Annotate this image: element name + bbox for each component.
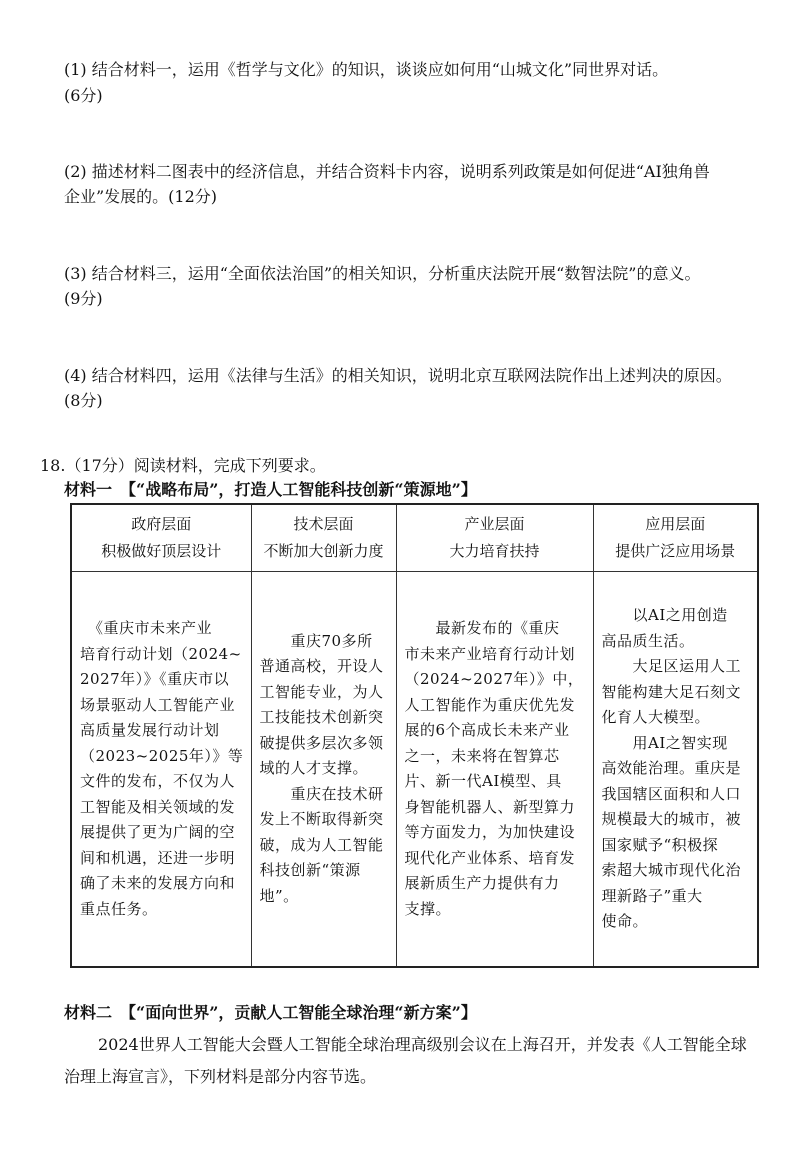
- question-score: 企业”发展的。(12分): [64, 187, 218, 206]
- cell-line: 《重庆市未来产业: [80, 619, 213, 637]
- cell-line: 智能构建大足石刻文: [601, 682, 742, 701]
- cell-line: 索超大城市现代化治: [601, 861, 742, 880]
- cell-line: 化育人大模型。: [601, 708, 711, 727]
- cell-line: 破，成为人工智能: [259, 835, 384, 854]
- cell-line: 地”。: [259, 886, 299, 905]
- header-level: 应用层面: [645, 515, 706, 533]
- cell-line: 发上不断取得新突: [259, 810, 384, 829]
- question-18-stem: 18.（17分）阅读材料，完成下列要求。: [40, 456, 326, 475]
- cell-line: 普通高校，开设人: [259, 657, 384, 676]
- cell-line: 人工智能作为重庆优先发: [404, 695, 576, 714]
- question-text: (3) 结合材料三，运用“全面依法治国”的相关知识，分析重庆法院开展“数智法院”的意义。: [64, 264, 701, 283]
- cell-line: 大足区运用人工: [601, 657, 742, 676]
- cell-line: 工技能技术创新突: [259, 708, 384, 727]
- cell-line: 高品质生活。: [601, 631, 695, 650]
- cell-line: 间和机遇，还进一步明: [80, 848, 236, 867]
- cell-line: 现代化产业体系、培育发: [404, 848, 576, 867]
- cell-line: 我国辖区面积和人口: [601, 784, 742, 803]
- table-cell: [251, 572, 396, 968]
- cell-line: 工智能专业，为人: [259, 682, 384, 701]
- table-cell: [396, 572, 593, 968]
- cell-line: 片、新一代AI模型、具: [404, 772, 562, 790]
- cell-line: 场景驱动人工智能产业: [80, 695, 236, 714]
- header-level: 产业层面: [464, 515, 525, 533]
- table-header: [593, 504, 758, 572]
- cell-line: 展提供了更为广阔的空: [80, 823, 236, 841]
- cell-line: 域的人才支撑。: [259, 759, 369, 778]
- cell-line: 文件的发布，不仅为人: [80, 772, 236, 790]
- cell-line: 培育行动计划（2024~: [80, 644, 242, 663]
- table-header: [396, 504, 593, 572]
- cell-line: 重庆70多所: [259, 631, 373, 650]
- cell-line: 2027年）》《重庆市以: [80, 670, 230, 688]
- material-2-title: 材料二 【“面向世界”，贡献人工智能全球治理“新方案”】: [64, 1003, 477, 1022]
- material-1-table: [70, 503, 759, 968]
- table-header-row: [71, 504, 758, 572]
- cell-line: 科技创新“策源: [259, 861, 361, 880]
- cell-line: 确了未来的发展方向和: [80, 874, 236, 892]
- cell-line: 破提供多层次多领: [259, 733, 384, 752]
- cell-line: 支撑。: [404, 899, 452, 918]
- table-header: [251, 504, 396, 572]
- material-2-text: 2024世界人工智能大会暨人工智能全球治理高级别会议在上海召开，并发表《人工智能全球: [66, 1035, 747, 1054]
- cell-line: 理新路子”重大: [601, 886, 703, 905]
- cell-line: 以AI之用创造: [601, 606, 728, 625]
- cell-line: 规模最大的城市，被: [601, 810, 742, 829]
- cell-line: 展的6个高成长未来产业: [404, 721, 570, 739]
- table-cell: [71, 572, 251, 968]
- header-theme: 不断加大创新力度: [263, 542, 384, 560]
- table-header: [71, 504, 251, 572]
- cell-line: 使命。: [601, 912, 649, 931]
- material-2-text: 治理上海宣言》，下列材料是部分内容节选。: [64, 1067, 377, 1086]
- cell-line: 重点任务。: [80, 899, 158, 918]
- cell-line: 展新质生产力提供有力: [404, 874, 560, 892]
- question-score: (9分): [64, 289, 103, 308]
- cell-line: 等方面发力，为加快建设: [404, 823, 576, 841]
- question-text: (1) 结合材料一，运用《哲学与文化》的知识，谈谈应如何用“山城文化”同世界对话。: [64, 60, 669, 79]
- cell-line: 市未来产业培育行动计划: [404, 644, 576, 663]
- table-row: [71, 572, 758, 968]
- question-score: (6分): [64, 86, 103, 105]
- cell-line: 重庆在技术研: [259, 784, 384, 803]
- header-theme: 提供广泛应用场景: [615, 542, 736, 560]
- cell-line: 高效能治理。重庆是: [601, 759, 742, 778]
- cell-line: （2023~2025年）》等: [80, 746, 244, 765]
- header-level: 政府层面: [131, 515, 192, 533]
- cell-line: 身智能机器人、新型算力: [404, 797, 576, 816]
- header-theme: 大力培育扶持: [449, 542, 540, 560]
- table-cell: [593, 572, 758, 968]
- cell-line: （2024~2027年）》中，: [404, 670, 584, 688]
- cell-line: 工智能及相关领域的发: [80, 797, 236, 816]
- cell-line: 高质量发展行动计划: [80, 721, 220, 739]
- material-1-title: 材料一 【“战略布局”，打造人工智能科技创新“策源地”】: [64, 480, 477, 499]
- cell-line: 最新发布的《重庆: [404, 619, 560, 637]
- header-level: 技术层面: [293, 515, 354, 533]
- question-text: (4) 结合材料四，运用《法律与生活》的相关知识，说明北京互联网法院作出上述判决的原因。: [64, 366, 732, 385]
- question-text: (2) 描述材料二图表中的经济信息，并结合资料卡内容，说明系列政策是如何促进“AI独角兽: [64, 162, 710, 181]
- question-score: (8分): [64, 391, 103, 410]
- cell-line: 国家赋予“积极探: [601, 835, 719, 854]
- cell-line: 之一，未来将在智算芯: [404, 746, 560, 765]
- header-theme: 积极做好顶层设计: [101, 542, 222, 560]
- cell-line: 用AI之智实现: [601, 733, 728, 752]
